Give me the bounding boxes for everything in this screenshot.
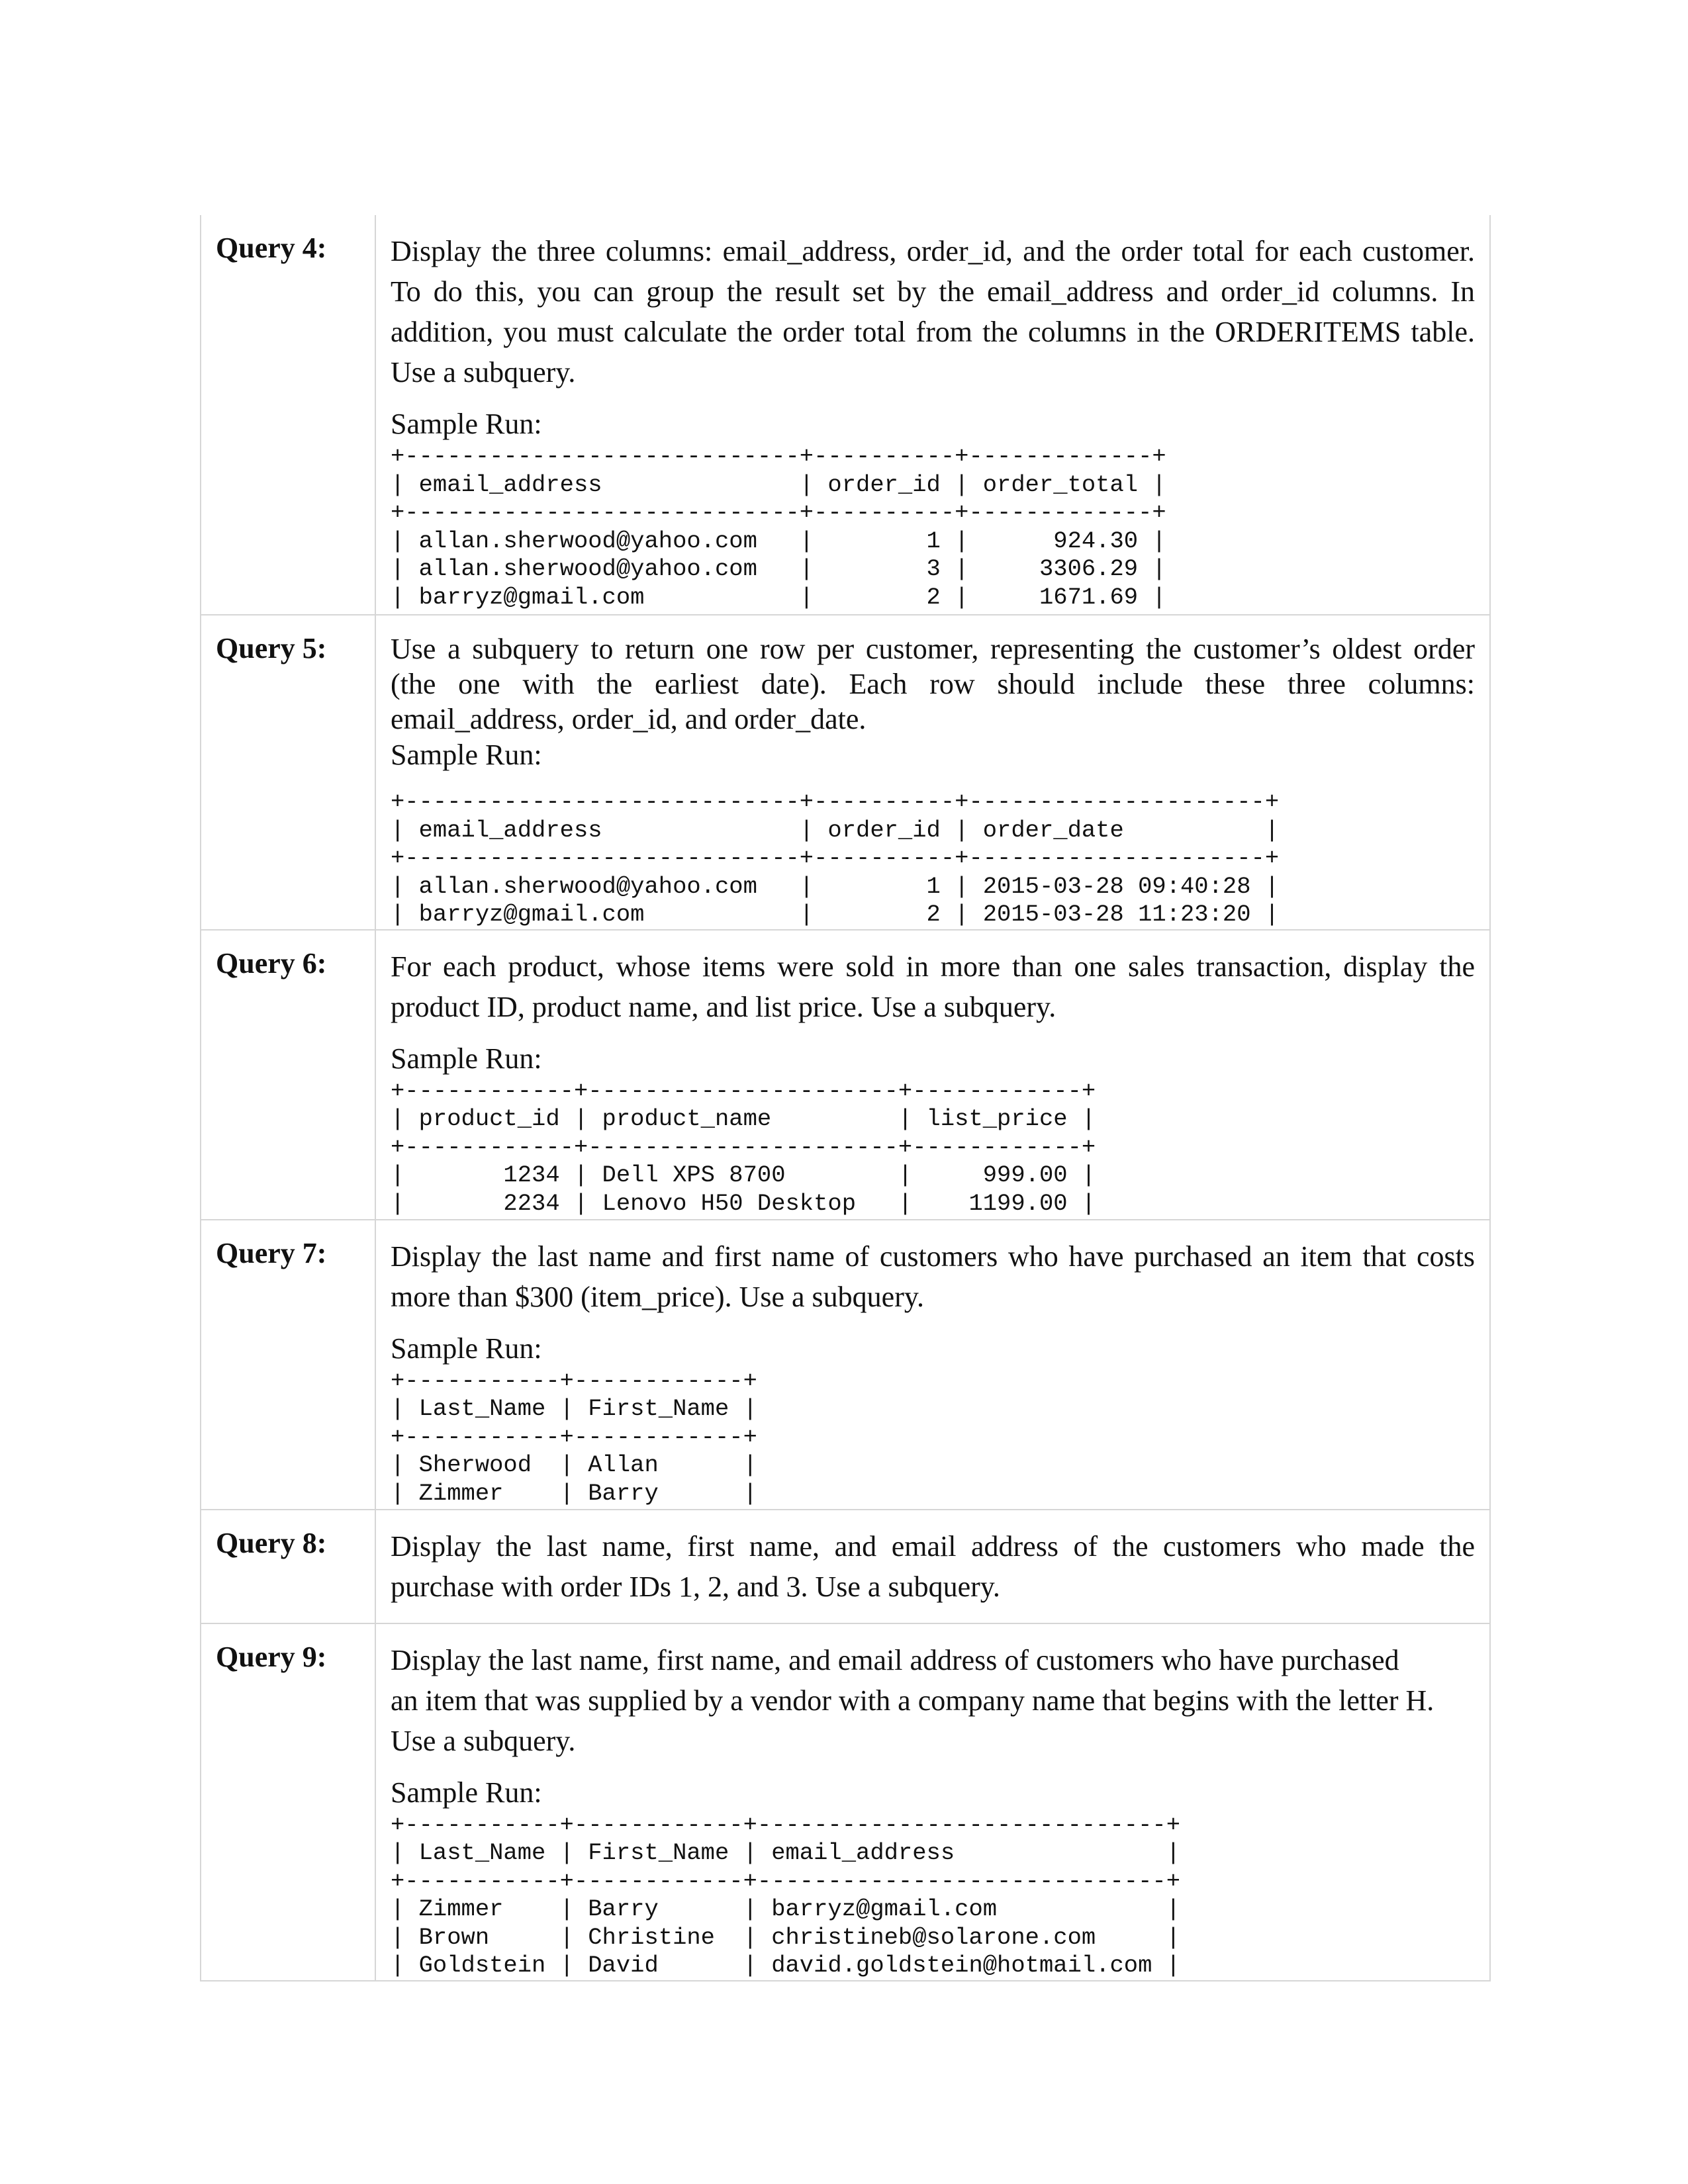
query-description	[391, 631, 1475, 737]
sample-line: +-----------+------------+	[391, 1423, 757, 1451]
sample-line: | barryz@gmail.com | 2 | 2015-03-28 11:23:20 |	[391, 901, 1280, 928]
query-content	[375, 615, 1490, 930]
sample-line: | Goldstein | David | david.goldstein@hotmail.com |	[391, 1952, 1180, 1979]
sample-line: | Zimmer | Barry |	[391, 1479, 757, 1507]
sample-line: | Brown | Christine | christineb@solarone.com |	[391, 1923, 1180, 1951]
description-line: email_address, order_id, and order_date.	[391, 703, 867, 735]
sample-line: | email_address | order_id | order_date |	[391, 816, 1280, 844]
sample-run-label: Sample Run:	[391, 739, 542, 771]
query-label: Query 9:	[201, 1623, 375, 1981]
query-label: Query 6:	[201, 930, 375, 1220]
sample-output	[391, 1367, 1475, 1508]
query-content	[375, 215, 1490, 615]
sample-line: | 1234 | Dell XPS 8700 | 999.00 |	[391, 1161, 1096, 1189]
sample-line: | allan.sherwood@yahoo.com | 3 | 3306.29 |	[391, 555, 1166, 582]
description-line: addition, you must calculate the order total from the columns in the ORDERITEMS table.	[391, 316, 1475, 348]
query-content	[375, 1623, 1490, 1981]
sample-line: +----------------------------+----------+---------------------+	[391, 788, 1280, 815]
query-description	[391, 231, 1475, 392]
sample-run-label: Sample Run:	[391, 408, 542, 440]
description-line: Use a subquery.	[391, 1724, 576, 1757]
sample-output	[391, 443, 1475, 612]
query-description	[391, 946, 1475, 1027]
query-table	[200, 215, 1491, 1981]
sample-line: | Last_Name | First_Name | email_address |	[391, 1839, 1180, 1866]
query-label: Query 7:	[201, 1220, 375, 1510]
description-line: Display the last name, first name, and email address of the customers who made the	[391, 1529, 1475, 1563]
description-line: Use a subquery.	[391, 356, 576, 388]
sample-line: +------------+----------------------+------------+	[391, 1077, 1096, 1105]
description-line: Use a subquery to return one row per customer, representing the customer’s oldest order	[391, 633, 1475, 665]
query-label: Query 5:	[201, 615, 375, 930]
sample-line: +----------------------------+----------+-------------+	[391, 499, 1166, 526]
query-row	[201, 930, 1490, 1220]
sample-line: +----------------------------+----------+---------------------+	[391, 844, 1280, 872]
description-line: (the one with the earliest date). Each row should include these three columns:	[391, 668, 1475, 700]
description-line: more than $300 (item_price). Use a subquery.	[391, 1280, 925, 1313]
sample-line: +----------------------------+----------+-------------+	[391, 443, 1166, 470]
sample-line: | 2234 | Lenovo H50 Desktop | 1199.00 |	[391, 1189, 1096, 1217]
sample-line: | Zimmer | Barry | barryz@gmail.com |	[391, 1895, 1180, 1923]
query-row	[201, 1510, 1490, 1623]
sample-run-label: Sample Run:	[391, 1332, 542, 1365]
sample-run-label: Sample Run:	[391, 1776, 542, 1809]
query-row	[201, 615, 1490, 930]
description-line: To do this, you can group the result set by the email_address and order_id columns. In	[391, 275, 1475, 308]
query-content	[375, 930, 1490, 1220]
description-line: Display the three columns: email_address, order_id, and the order total for each customer.	[391, 235, 1475, 267]
query-label: Query 4:	[201, 215, 375, 615]
query-row	[201, 215, 1490, 615]
description-line: purchase with order IDs 1, 2, and 3. Use a subquery.	[391, 1570, 1000, 1603]
sample-line: +-----------+------------+-----------------------------+	[391, 1811, 1180, 1839]
sample-output	[391, 1077, 1475, 1218]
query-description	[391, 1526, 1475, 1607]
sample-line: | Last_Name | First_Name |	[391, 1395, 757, 1422]
sample-line: | Sherwood | Allan |	[391, 1451, 757, 1479]
sample-output	[391, 1811, 1475, 1980]
sample-line: | allan.sherwood@yahoo.com | 1 | 924.30 |	[391, 527, 1166, 555]
sample-output	[391, 788, 1475, 929]
description-line: an item that was supplied by a vendor with a company name that begins with the letter H.	[391, 1684, 1434, 1717]
sample-line: | product_id | product_name | list_price |	[391, 1105, 1096, 1132]
query-content	[375, 1510, 1490, 1623]
query-row	[201, 1623, 1490, 1981]
sample-run-label: Sample Run:	[391, 1042, 542, 1075]
sample-line: +-----------+------------+	[391, 1367, 757, 1394]
query-description	[391, 1236, 1475, 1317]
description-line: product ID, product name, and list price. Use a subquery.	[391, 990, 1056, 1023]
sample-line: +------------+----------------------+------------+	[391, 1133, 1096, 1161]
sample-line: +-----------+------------+-----------------------------+	[391, 1867, 1180, 1895]
query-row	[201, 1220, 1490, 1510]
sample-line: | email_address | order_id | order_total |	[391, 471, 1166, 498]
sample-line: | barryz@gmail.com | 2 | 1671.69 |	[391, 583, 1166, 611]
description-line: For each product, whose items were sold in more than one sales transaction, display the	[391, 950, 1475, 983]
description-line: Display the last name and first name of customers who have purchased an item that costs	[391, 1240, 1475, 1273]
query-label: Query 8:	[201, 1510, 375, 1623]
query-content	[375, 1220, 1490, 1510]
query-description	[391, 1640, 1475, 1761]
description-line: Display the last name, first name, and email address of customers who have purchased	[391, 1643, 1399, 1676]
sample-line: | allan.sherwood@yahoo.com | 1 | 2015-03-28 09:40:28 |	[391, 872, 1280, 900]
